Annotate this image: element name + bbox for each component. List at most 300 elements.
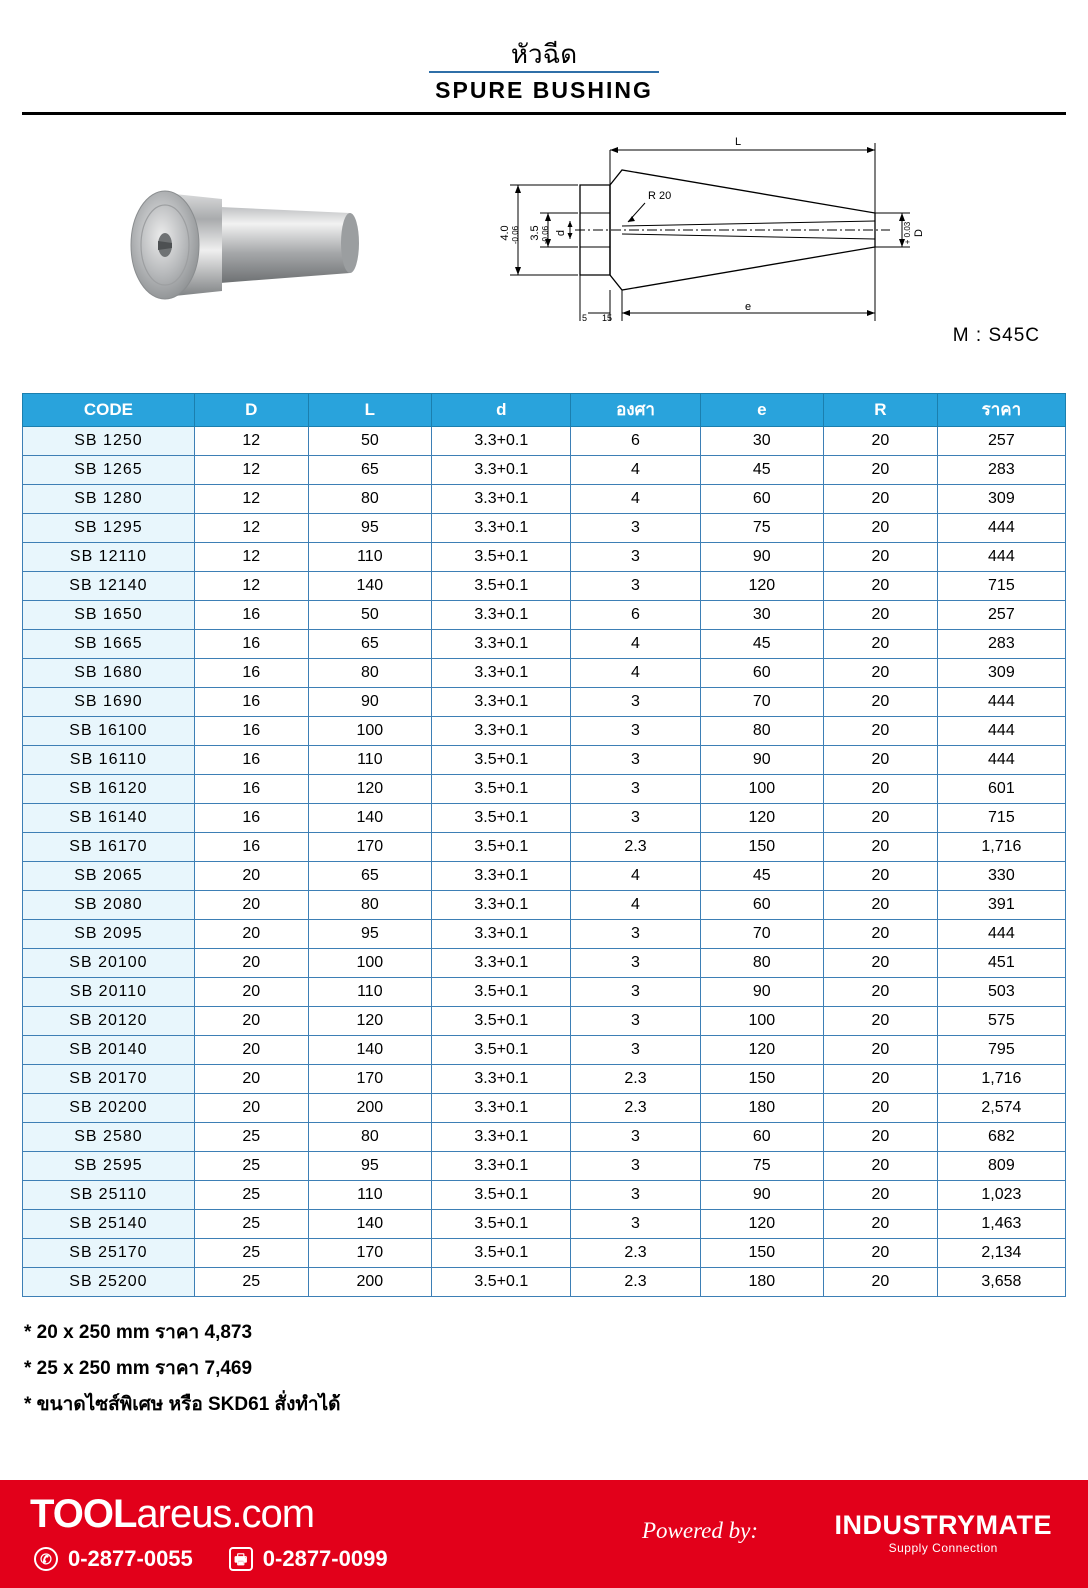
page-footer (0, 1480, 1088, 1588)
cell-องศา: 4 (571, 890, 700, 919)
cell-ราคา: 444 (937, 542, 1065, 571)
phone-icon: ✆ (34, 1547, 58, 1571)
cell-d: 3.3+0.1 (432, 455, 571, 484)
cell-ราคา: 3,658 (937, 1267, 1065, 1296)
cell-L: 110 (308, 1180, 432, 1209)
cell-องศา: 3 (571, 1209, 700, 1238)
cell-ราคา: 809 (937, 1151, 1065, 1180)
cell-R: 20 (824, 426, 938, 455)
cell-D: 16 (194, 716, 308, 745)
cell-d: 3.5+0.1 (432, 774, 571, 803)
cell-e: 90 (700, 977, 824, 1006)
cell-R: 20 (824, 1180, 938, 1209)
cell-องศา: 3 (571, 803, 700, 832)
cell-องศา: 3 (571, 948, 700, 977)
cell-องศา: 3 (571, 919, 700, 948)
cell-ราคา: 682 (937, 1122, 1065, 1151)
table-row (23, 1151, 1066, 1180)
cell-ราคา: 2,134 (937, 1238, 1065, 1267)
cell-e: 30 (700, 426, 824, 455)
cell-องศา: 2.3 (571, 1093, 700, 1122)
cell-L: 110 (308, 977, 432, 1006)
cell-code: SB 2595 (23, 1151, 195, 1180)
cell-R: 20 (824, 1064, 938, 1093)
column-header-dsmall: d (432, 393, 571, 426)
cell-code: SB 25110 (23, 1180, 195, 1209)
notes-block (24, 1315, 1088, 1423)
table-row (23, 890, 1066, 919)
cell-code: SB 2095 (23, 919, 195, 948)
table-row (23, 1006, 1066, 1035)
cell-code: SB 16110 (23, 745, 195, 774)
cell-R: 20 (824, 542, 938, 571)
cell-code: SB 25200 (23, 1267, 195, 1296)
cell-D: 20 (194, 1093, 308, 1122)
cell-d: 3.3+0.1 (432, 513, 571, 542)
cell-ราคา: 1,716 (937, 1064, 1065, 1093)
cell-d: 3.3+0.1 (432, 600, 571, 629)
cell-L: 140 (308, 571, 432, 600)
cell-ราคา: 444 (937, 745, 1065, 774)
material-spec: M : S45C (952, 324, 1040, 346)
cell-องศา: 3 (571, 1035, 700, 1064)
cell-ราคา: 444 (937, 687, 1065, 716)
cell-องศา: 3 (571, 774, 700, 803)
cell-code: SB 20140 (23, 1035, 195, 1064)
cell-D: 16 (194, 629, 308, 658)
cell-L: 100 (308, 716, 432, 745)
cell-D: 12 (194, 571, 308, 600)
cell-e: 70 (700, 919, 824, 948)
cell-L: 90 (308, 687, 432, 716)
cell-e: 180 (700, 1093, 824, 1122)
cell-code: SB 16170 (23, 832, 195, 861)
cell-ราคา: 257 (937, 426, 1065, 455)
cell-code: SB 25170 (23, 1238, 195, 1267)
table-row (23, 861, 1066, 890)
cell-e: 75 (700, 513, 824, 542)
dim-label-4-0: 4.0 (499, 224, 511, 241)
cell-code: SB 2065 (23, 861, 195, 890)
cell-e: 90 (700, 542, 824, 571)
cell-D: 25 (194, 1151, 308, 1180)
brand-bold: TOOL (30, 1492, 137, 1536)
cell-code: SB 20170 (23, 1064, 195, 1093)
cell-code: SB 1680 (23, 658, 195, 687)
cell-D: 16 (194, 774, 308, 803)
dim-label-3-5-tolerance: -0.06 (541, 225, 550, 244)
cell-d: 3.5+0.1 (432, 1267, 571, 1296)
cell-ราคา: 391 (937, 890, 1065, 919)
cell-องศา: 2.3 (571, 1064, 700, 1093)
cell-R: 20 (824, 629, 938, 658)
cell-D: 16 (194, 832, 308, 861)
spec-table (22, 393, 1066, 1297)
cell-D: 20 (194, 1035, 308, 1064)
cell-d: 3.5+0.1 (432, 1238, 571, 1267)
cell-องศา: 3 (571, 1006, 700, 1035)
cell-code: SB 12110 (23, 542, 195, 571)
column-header-e: e (700, 393, 824, 426)
table-row (23, 571, 1066, 600)
table-row (23, 1238, 1066, 1267)
cell-e: 60 (700, 658, 824, 687)
table-row (23, 600, 1066, 629)
cell-D: 12 (194, 426, 308, 455)
cell-d: 3.5+0.1 (432, 1180, 571, 1209)
cell-R: 20 (824, 1006, 938, 1035)
cell-R: 20 (824, 1209, 938, 1238)
cell-d: 3.5+0.1 (432, 571, 571, 600)
cell-ราคา: 283 (937, 629, 1065, 658)
cell-D: 16 (194, 658, 308, 687)
cell-องศา: 6 (571, 600, 700, 629)
cell-code: SB 1265 (23, 455, 195, 484)
cell-R: 20 (824, 571, 938, 600)
dim-label-d: d (555, 229, 567, 236)
cell-R: 20 (824, 832, 938, 861)
cell-R: 20 (824, 1035, 938, 1064)
page-title-english: SPURE BUSHING (435, 76, 653, 103)
cell-code: SB 16120 (23, 774, 195, 803)
cell-R: 20 (824, 455, 938, 484)
partner-logo (835, 1510, 1053, 1555)
table-row (23, 658, 1066, 687)
cell-L: 200 (308, 1267, 432, 1296)
cell-L: 65 (308, 861, 432, 890)
cell-องศา: 4 (571, 658, 700, 687)
technical-drawing (470, 125, 940, 355)
cell-e: 30 (700, 600, 824, 629)
cell-D: 16 (194, 803, 308, 832)
cell-L: 140 (308, 803, 432, 832)
cell-d: 3.5+0.1 (432, 1209, 571, 1238)
cell-L: 95 (308, 513, 432, 542)
dim-label-D-tolerance: + 0.03 (903, 221, 912, 244)
cell-d: 3.3+0.1 (432, 1151, 571, 1180)
phone-number-2: 0-2877-0099 (262, 1546, 388, 1571)
cell-องศา: 6 (571, 426, 700, 455)
cell-d: 3.5+0.1 (432, 803, 571, 832)
table-row (23, 426, 1066, 455)
cell-code: SB 20120 (23, 1006, 195, 1035)
cell-ราคา: 795 (937, 1035, 1065, 1064)
page-title-thai: หัวฉีด (510, 39, 578, 69)
cell-D: 16 (194, 600, 308, 629)
brand-light: areus.com (136, 1492, 315, 1536)
cell-องศา: 2.3 (571, 832, 700, 861)
dim-label-R20: R 20 (648, 189, 672, 202)
site-brand[interactable] (30, 1492, 314, 1537)
cell-ราคา: 257 (937, 600, 1065, 629)
cell-code: SB 2580 (23, 1122, 195, 1151)
cell-L: 200 (308, 1093, 432, 1122)
cell-L: 50 (308, 426, 432, 455)
table-row (23, 716, 1066, 745)
cell-code: SB 20200 (23, 1093, 195, 1122)
cell-องศา: 3 (571, 1122, 700, 1151)
cell-R: 20 (824, 803, 938, 832)
cell-e: 120 (700, 1035, 824, 1064)
cell-code: SB 2080 (23, 890, 195, 919)
cell-e: 180 (700, 1267, 824, 1296)
cell-L: 140 (308, 1035, 432, 1064)
column-header-r: R (824, 393, 938, 426)
cell-L: 100 (308, 948, 432, 977)
cell-ราคา: 451 (937, 948, 1065, 977)
cell-code: SB 16140 (23, 803, 195, 832)
cell-code: SB 12140 (23, 571, 195, 600)
cell-R: 20 (824, 745, 938, 774)
cell-องศา: 2.3 (571, 1238, 700, 1267)
cell-R: 20 (824, 774, 938, 803)
cell-d: 3.5+0.1 (432, 542, 571, 571)
column-header-l: L (308, 393, 432, 426)
cell-R: 20 (824, 600, 938, 629)
cell-ราคา: 309 (937, 484, 1065, 513)
cell-L: 65 (308, 455, 432, 484)
cell-L: 65 (308, 629, 432, 658)
cell-L: 80 (308, 890, 432, 919)
cell-code: SB 1650 (23, 600, 195, 629)
cell-d: 3.3+0.1 (432, 861, 571, 890)
cell-ราคา: 1,716 (937, 832, 1065, 861)
cell-ราคา: 2,574 (937, 1093, 1065, 1122)
cell-L: 140 (308, 1209, 432, 1238)
cell-องศา: 3 (571, 513, 700, 542)
cell-ราคา: 444 (937, 919, 1065, 948)
cell-d: 3.5+0.1 (432, 832, 571, 861)
powered-by-label: Powered by: (641, 1518, 758, 1543)
cell-L: 170 (308, 1238, 432, 1267)
cell-D: 20 (194, 890, 308, 919)
cell-D: 20 (194, 948, 308, 977)
cell-D: 20 (194, 1006, 308, 1035)
cell-code: SB 20110 (23, 977, 195, 1006)
table-row (23, 948, 1066, 977)
column-header-angle: องศา (571, 393, 700, 426)
cell-L: 120 (308, 774, 432, 803)
table-row (23, 774, 1066, 803)
cell-D: 25 (194, 1209, 308, 1238)
cell-R: 20 (824, 1122, 938, 1151)
cell-ราคา: 309 (937, 658, 1065, 687)
cell-L: 95 (308, 1151, 432, 1180)
cell-R: 20 (824, 977, 938, 1006)
cell-ราคา: 575 (937, 1006, 1065, 1035)
cell-D: 16 (194, 687, 308, 716)
table-row (23, 1180, 1066, 1209)
cell-D: 16 (194, 745, 308, 774)
cell-ราคา: 1,023 (937, 1180, 1065, 1209)
column-header-price: ราคา (937, 393, 1065, 426)
cell-องศา: 3 (571, 1180, 700, 1209)
cell-องศา: 3 (571, 977, 700, 1006)
product-photo (110, 155, 400, 335)
cell-d: 3.3+0.1 (432, 629, 571, 658)
cell-e: 60 (700, 484, 824, 513)
cell-d: 3.5+0.1 (432, 977, 571, 1006)
table-row (23, 745, 1066, 774)
cell-code: SB 16100 (23, 716, 195, 745)
cell-e: 75 (700, 1151, 824, 1180)
cell-R: 20 (824, 484, 938, 513)
cell-D: 12 (194, 542, 308, 571)
cell-ราคา: 330 (937, 861, 1065, 890)
cell-R: 20 (824, 716, 938, 745)
fax-icon: 🖶 (229, 1547, 253, 1571)
table-row (23, 513, 1066, 542)
cell-e: 90 (700, 1180, 824, 1209)
cell-L: 110 (308, 745, 432, 774)
dim-label-D: D (913, 228, 925, 237)
cell-องศา: 3 (571, 542, 700, 571)
contact-phones (34, 1546, 388, 1572)
table-row (23, 1267, 1066, 1296)
cell-e: 150 (700, 1238, 824, 1267)
spec-table-container (22, 393, 1066, 1297)
cell-code: SB 1295 (23, 513, 195, 542)
cell-e: 120 (700, 1209, 824, 1238)
cell-ราคา: 444 (937, 513, 1065, 542)
note-item: * 25 x 250 mm ราคา 7,469 (24, 1357, 253, 1379)
cell-ราคา: 503 (937, 977, 1065, 1006)
cell-e: 100 (700, 1006, 824, 1035)
cell-d: 3.3+0.1 (432, 1064, 571, 1093)
cell-D: 25 (194, 1180, 308, 1209)
cell-L: 120 (308, 1006, 432, 1035)
cell-ราคา: 444 (937, 716, 1065, 745)
table-body (23, 426, 1066, 1296)
table-row (23, 977, 1066, 1006)
cell-L: 80 (308, 484, 432, 513)
table-row (23, 1209, 1066, 1238)
dim-label-15: 15 (602, 312, 613, 323)
cell-d: 3.5+0.1 (432, 1035, 571, 1064)
cell-L: 170 (308, 832, 432, 861)
illustration-area (0, 115, 1088, 385)
table-row (23, 1093, 1066, 1122)
cell-e: 120 (700, 803, 824, 832)
cell-code: SB 20100 (23, 948, 195, 977)
cell-code: SB 25140 (23, 1209, 195, 1238)
table-row (23, 542, 1066, 571)
cell-R: 20 (824, 1151, 938, 1180)
cell-R: 20 (824, 919, 938, 948)
cell-R: 20 (824, 687, 938, 716)
cell-d: 3.3+0.1 (432, 484, 571, 513)
cell-d: 3.3+0.1 (432, 948, 571, 977)
cell-R: 20 (824, 948, 938, 977)
dim-label-L: L (734, 135, 742, 148)
table-row (23, 455, 1066, 484)
table-row (23, 687, 1066, 716)
cell-L: 110 (308, 542, 432, 571)
cell-e: 80 (700, 716, 824, 745)
partner-name: INDUSTRYMATE (834, 1510, 1052, 1540)
cell-D: 20 (194, 1064, 308, 1093)
table-header-row (23, 393, 1066, 426)
cell-R: 20 (824, 1093, 938, 1122)
cell-L: 80 (308, 658, 432, 687)
cell-ราคา: 283 (937, 455, 1065, 484)
cell-d: 3.3+0.1 (432, 426, 571, 455)
cell-D: 20 (194, 977, 308, 1006)
cell-d: 3.3+0.1 (432, 1093, 571, 1122)
dim-label-5: 5 (582, 312, 588, 323)
cell-R: 20 (824, 658, 938, 687)
cell-องศา: 3 (571, 687, 700, 716)
cell-d: 3.5+0.1 (432, 745, 571, 774)
note-item: * ขนาดไซส์พิเศษ หรือ SKD61 สั่งทำได้ (24, 1393, 341, 1415)
cell-e: 60 (700, 890, 824, 919)
cell-d: 3.3+0.1 (432, 716, 571, 745)
cell-R: 20 (824, 861, 938, 890)
cell-code: SB 1665 (23, 629, 195, 658)
cell-L: 80 (308, 1122, 432, 1151)
cell-e: 90 (700, 745, 824, 774)
cell-e: 45 (700, 629, 824, 658)
cell-R: 20 (824, 1238, 938, 1267)
cell-e: 70 (700, 687, 824, 716)
table-row (23, 919, 1066, 948)
cell-องศา: 3 (571, 716, 700, 745)
cell-ราคา: 715 (937, 571, 1065, 600)
partner-tagline: Supply Connection (888, 1541, 998, 1555)
cell-e: 150 (700, 1064, 824, 1093)
cell-R: 20 (824, 513, 938, 542)
cell-e: 120 (700, 571, 824, 600)
note-item: * 20 x 250 mm ราคา 4,873 (24, 1321, 253, 1343)
table-row (23, 629, 1066, 658)
cell-D: 12 (194, 513, 308, 542)
cell-d: 3.3+0.1 (432, 687, 571, 716)
column-header-d: D (194, 393, 308, 426)
cell-code: SB 1250 (23, 426, 195, 455)
cell-D: 12 (194, 484, 308, 513)
cell-e: 60 (700, 1122, 824, 1151)
cell-L: 50 (308, 600, 432, 629)
cell-code: SB 1280 (23, 484, 195, 513)
cell-d: 3.3+0.1 (432, 919, 571, 948)
cell-องศา: 3 (571, 1151, 700, 1180)
cell-d: 3.3+0.1 (432, 1122, 571, 1151)
table-row (23, 484, 1066, 513)
table-row (23, 832, 1066, 861)
table-row (23, 1064, 1066, 1093)
cell-D: 25 (194, 1238, 308, 1267)
cell-องศา: 4 (571, 455, 700, 484)
cell-องศา: 3 (571, 571, 700, 600)
cell-องศา: 4 (571, 629, 700, 658)
page-header (0, 0, 1088, 115)
cell-e: 45 (700, 455, 824, 484)
cell-D: 12 (194, 455, 308, 484)
cell-d: 3.3+0.1 (432, 890, 571, 919)
dim-label-3-5: 3.5 (529, 224, 541, 241)
cell-d: 3.3+0.1 (432, 658, 571, 687)
cell-d: 3.5+0.1 (432, 1006, 571, 1035)
cell-ราคา: 1,463 (937, 1209, 1065, 1238)
cell-e: 45 (700, 861, 824, 890)
cell-e: 80 (700, 948, 824, 977)
table-row (23, 803, 1066, 832)
title-underline (429, 71, 659, 73)
dim-label-e: e (744, 300, 752, 313)
table-row (23, 1035, 1066, 1064)
cell-R: 20 (824, 890, 938, 919)
cell-ราคา: 601 (937, 774, 1065, 803)
